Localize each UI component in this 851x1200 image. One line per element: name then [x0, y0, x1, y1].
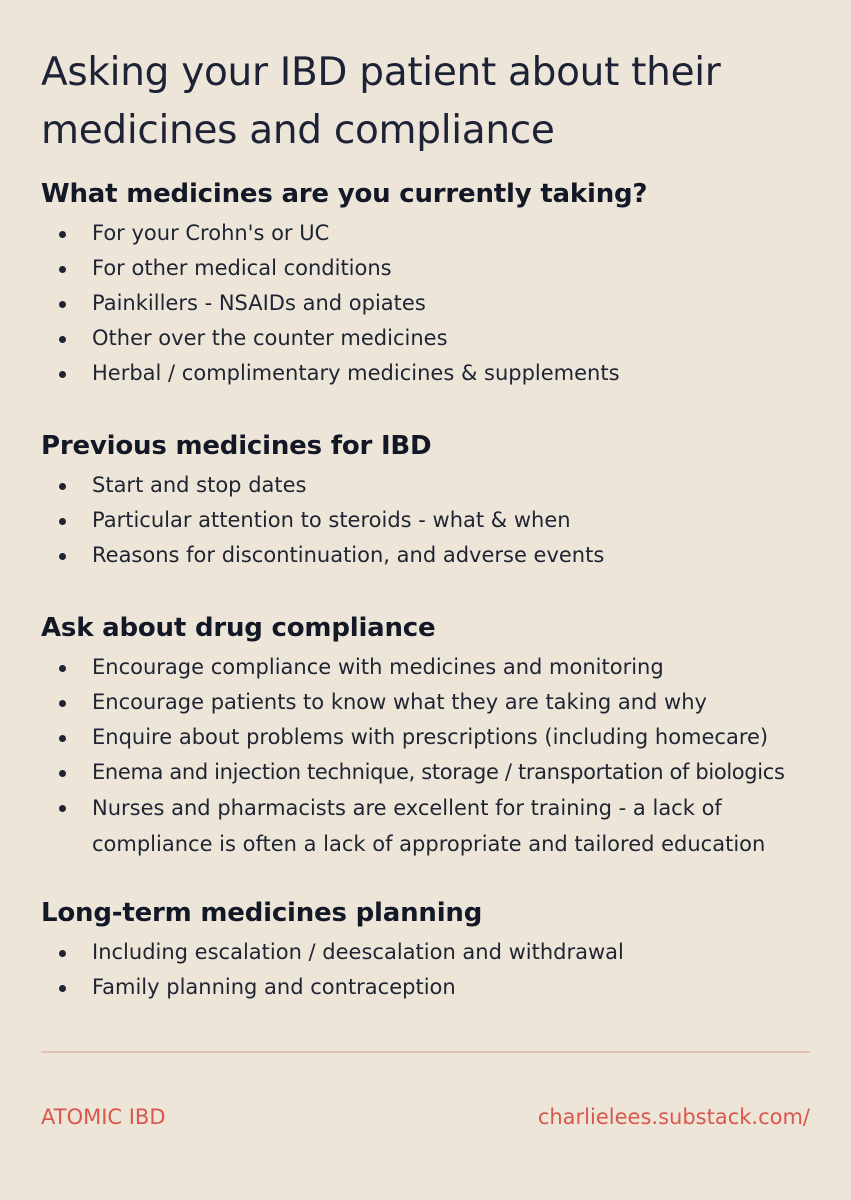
- list-item: [41, 356, 831, 391]
- list-item-text: Nurses and pharmacists are excellent for training - a lack of compliance is often a lack of appropriate and tailored education: [92, 796, 766, 856]
- bullet-icon: [59, 231, 66, 238]
- list-item-text: Start and stop dates: [92, 473, 307, 497]
- section-heading: Previous medicines for IBD: [41, 431, 432, 461]
- list-item: [41, 755, 831, 790]
- section-list: [41, 650, 831, 862]
- section-heading: What medicines are you currently taking?: [41, 179, 648, 209]
- page-title-line-1: Asking your IBD patient about their: [41, 50, 721, 95]
- bullet-icon: [59, 553, 66, 560]
- bullet-icon: [59, 371, 66, 378]
- list-item: [41, 970, 831, 1005]
- handout: [41, 44, 811, 160]
- section-previous-medicines: [41, 429, 831, 573]
- footer-brand: ATOMIC IBD: [41, 1105, 166, 1129]
- bullet-icon: [59, 735, 66, 742]
- list-item-text: Particular attention to steroids - what & when: [92, 508, 571, 532]
- section-heading: Ask about drug compliance: [41, 613, 436, 643]
- page-title: [41, 44, 811, 160]
- footer-url-link[interactable]: charlielees.substack.com/: [537, 1105, 810, 1129]
- bullet-icon: [59, 483, 66, 490]
- list-item: [41, 538, 831, 573]
- list-item-text: Enema and injection technique, storage / transportation of biologics: [92, 760, 785, 784]
- list-item: [41, 935, 831, 970]
- list-item: [41, 251, 831, 286]
- list-item-text: Other over the counter medicines: [92, 326, 448, 350]
- list-item-text: For other medical conditions: [92, 256, 392, 280]
- section-long-term-planning: [41, 896, 831, 1005]
- section-heading: Long-term medicines planning: [41, 898, 483, 928]
- bullet-icon: [59, 985, 66, 992]
- list-item-text: Encourage compliance with medicines and monitoring: [92, 655, 664, 679]
- bullet-icon: [59, 301, 66, 308]
- bullet-icon: [59, 700, 66, 707]
- list-item-text: Painkillers - NSAIDs and opiates: [92, 291, 426, 315]
- bullet-icon: [59, 336, 66, 343]
- list-item: [41, 286, 831, 321]
- list-item: [41, 685, 831, 720]
- bullet-icon: [59, 266, 66, 273]
- list-item-text: Enquire about problems with prescriptions (including homecare): [92, 725, 769, 749]
- bullet-icon: [59, 805, 66, 812]
- list-item-text: Herbal / complimentary medicines & supplements: [92, 361, 620, 385]
- list-item-text: Family planning and contraception: [92, 975, 456, 999]
- list-item: [41, 468, 831, 503]
- bullet-icon: [59, 518, 66, 525]
- footer-divider: [41, 1051, 810, 1053]
- list-item: [41, 503, 831, 538]
- bullet-icon: [59, 950, 66, 957]
- page-title-line-2: medicines and compliance: [41, 108, 555, 153]
- section-drug-compliance: [41, 611, 831, 862]
- list-item: [41, 650, 831, 685]
- list-item: [41, 216, 831, 251]
- list-item: [41, 321, 831, 356]
- list-item-text: Reasons for discontinuation, and adverse events: [92, 543, 605, 567]
- list-item-text: Encourage patients to know what they are taking and why: [92, 690, 707, 714]
- section-current-medicines: [41, 177, 831, 391]
- section-list: [41, 468, 831, 573]
- list-item-text: For your Crohn's or UC: [92, 221, 330, 245]
- list-item: [41, 790, 792, 862]
- section-list: [41, 216, 831, 391]
- section-list: [41, 935, 831, 1005]
- bullet-icon: [59, 665, 66, 672]
- bullet-icon: [59, 770, 66, 777]
- list-item-text: Including escalation / deescalation and withdrawal: [92, 940, 624, 964]
- list-item: [41, 720, 831, 755]
